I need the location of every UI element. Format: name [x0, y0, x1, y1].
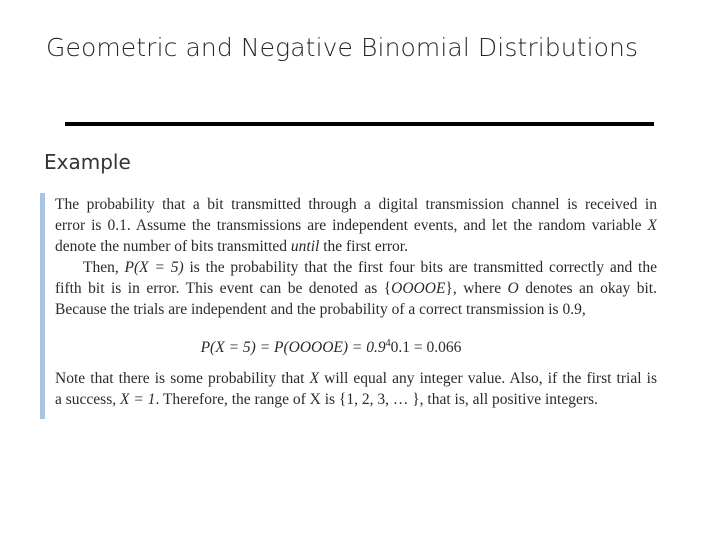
variable-o: O [507, 280, 519, 297]
equation-exponent: 4 [385, 338, 391, 349]
paragraph-3-line-1 [55, 368, 657, 389]
equation-rhs: 0.1 = 0.066 [390, 339, 462, 356]
equation [55, 332, 657, 356]
text-run: Because the trials are independent and the probability of a correct transmission is 0.9, [55, 301, 586, 318]
paragraph-1-line-2 [55, 215, 657, 236]
text-run: . Therefore, the range of X is {1, 2, 3, … }, that is, all positive integers. [155, 391, 598, 408]
equation-lhs: P(X = 5) = P(OOOOE) = 0.9 [200, 339, 386, 356]
text-run: is the probability that the first four bits are transmitted correctly and the [183, 259, 657, 276]
paragraph-2-line-1 [55, 257, 657, 278]
paragraph-3-line-2 [55, 389, 657, 410]
text-run: the first error. [319, 238, 408, 255]
text-run: a success, [55, 391, 120, 408]
math-p-x-5: P(X = 5) [124, 259, 184, 276]
paragraph-2-line-3 [55, 299, 657, 320]
math-event: OOOOE [391, 280, 446, 297]
text-run: }, where [445, 280, 508, 297]
variable-x: X [647, 217, 657, 234]
text-run: denote the number of bits transmitted [55, 238, 291, 255]
text-run: denotes an okay bit. [518, 280, 657, 297]
emphasis-until: until [290, 238, 320, 255]
text-run: fifth bit is in error. This event can be denoted as { [55, 280, 392, 297]
variable-x: X [309, 370, 320, 387]
title-divider [65, 122, 654, 126]
paragraph-1-line-3 [55, 236, 657, 257]
accent-bar [40, 193, 45, 419]
text-run: Then, [83, 259, 125, 276]
example-body [55, 194, 657, 410]
text-run: error is 0.1. Assume the transmissions are independent events, and let the random variable [55, 217, 648, 234]
paragraph-1-line-1 [55, 194, 657, 215]
section-heading: Example [44, 150, 131, 174]
slide-title: Geometric and Negative Binomial Distributions [46, 33, 639, 62]
math-x-equals-1: X = 1 [120, 391, 156, 408]
text-run: will equal any integer value. Also, if the first trial is [319, 370, 657, 387]
paragraph-2-line-2 [55, 278, 657, 299]
text-run: Note that there is some probability that [55, 370, 310, 387]
text-run: The probability that a bit transmitted through a digital transmission channel is received in [55, 196, 657, 213]
